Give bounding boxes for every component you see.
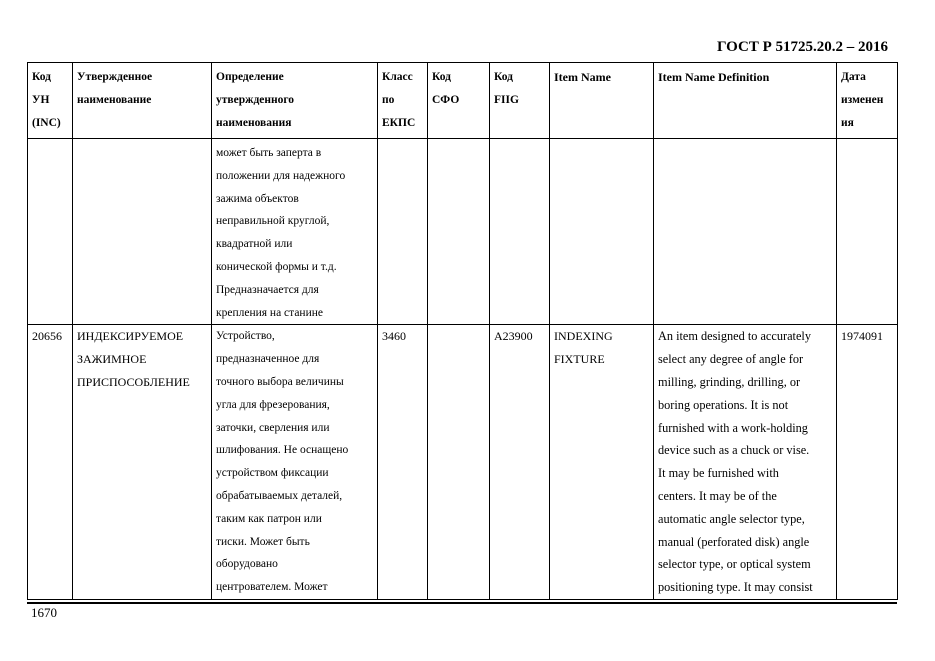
cell-ekps-class: 3460 — [378, 325, 428, 600]
column-header-sfo-code: Код СФО — [428, 63, 490, 139]
cell-fiig-code: A23900 — [490, 325, 550, 600]
table-row — [28, 325, 898, 600]
cell-definition: может быть заперта в положении для надежного зажима объектов неправильной круглой, квадратной или конической формы и т.д. Предназначается для крепления на станине — [212, 139, 378, 325]
column-header-item-name: Item Name — [550, 63, 654, 139]
column-header-approved-name: Утвержденное наименование — [73, 63, 212, 139]
table-bottom-rule — [27, 602, 897, 604]
column-header-inc: Код УН (INC) — [28, 63, 73, 139]
cell-sfo-code — [428, 325, 490, 600]
column-header-fiig-code: Код FIIG — [490, 63, 550, 139]
document-code: ГОСТ Р 51725.20.2 – 2016 — [716, 39, 888, 55]
column-header-ekps-class: Класс по ЕКПС — [378, 63, 428, 139]
cell-ekps-class — [378, 139, 428, 325]
cell-change-date — [837, 139, 898, 325]
table-header-row — [28, 63, 898, 139]
page-number: 1670 — [31, 605, 57, 620]
cell-item-name — [550, 139, 654, 325]
cell-item-name: INDEXING FIXTURE — [550, 325, 654, 600]
cell-definition: Устройство, предназначенное для точного выбора величины угла для фрезерования, заточки, сверления или шлифования. Не оснащено устройством фиксации обрабатываемых деталей, таким как патрон или тиски. Может быть оборудовано центрователем. Может — [212, 325, 378, 600]
cell-item-name-definition: An item designed to accurately select any degree of angle for milling, grinding, drilling, or boring operations. It is not furnished with a work-holding device such as a chuck or vise. It may be furnished with centers. It may be of the automatic angle selector type, manual (perforated disk) angle selector type, or optical system positioning type. It may consist — [654, 325, 837, 600]
cell-fiig-code — [490, 139, 550, 325]
column-header-definition: Определение утвержденного наименования — [212, 63, 378, 139]
table-row — [28, 139, 898, 325]
column-header-item-name-definition: Item Name Definition — [654, 63, 837, 139]
cell-change-date: 1974091 — [837, 325, 898, 600]
cell-approved-name — [73, 139, 212, 325]
column-header-change-date: Дата изменен ия — [837, 63, 898, 139]
cell-item-name-definition — [654, 139, 837, 325]
cell-inc: 20656 — [28, 325, 73, 600]
cell-sfo-code — [428, 139, 490, 325]
cell-approved-name: ИНДЕКСИРУЕМОЕ ЗАЖИМНОЕ ПРИСПОСОБЛЕНИЕ — [73, 325, 212, 600]
catalog-table — [27, 62, 898, 600]
cell-inc — [28, 139, 73, 325]
